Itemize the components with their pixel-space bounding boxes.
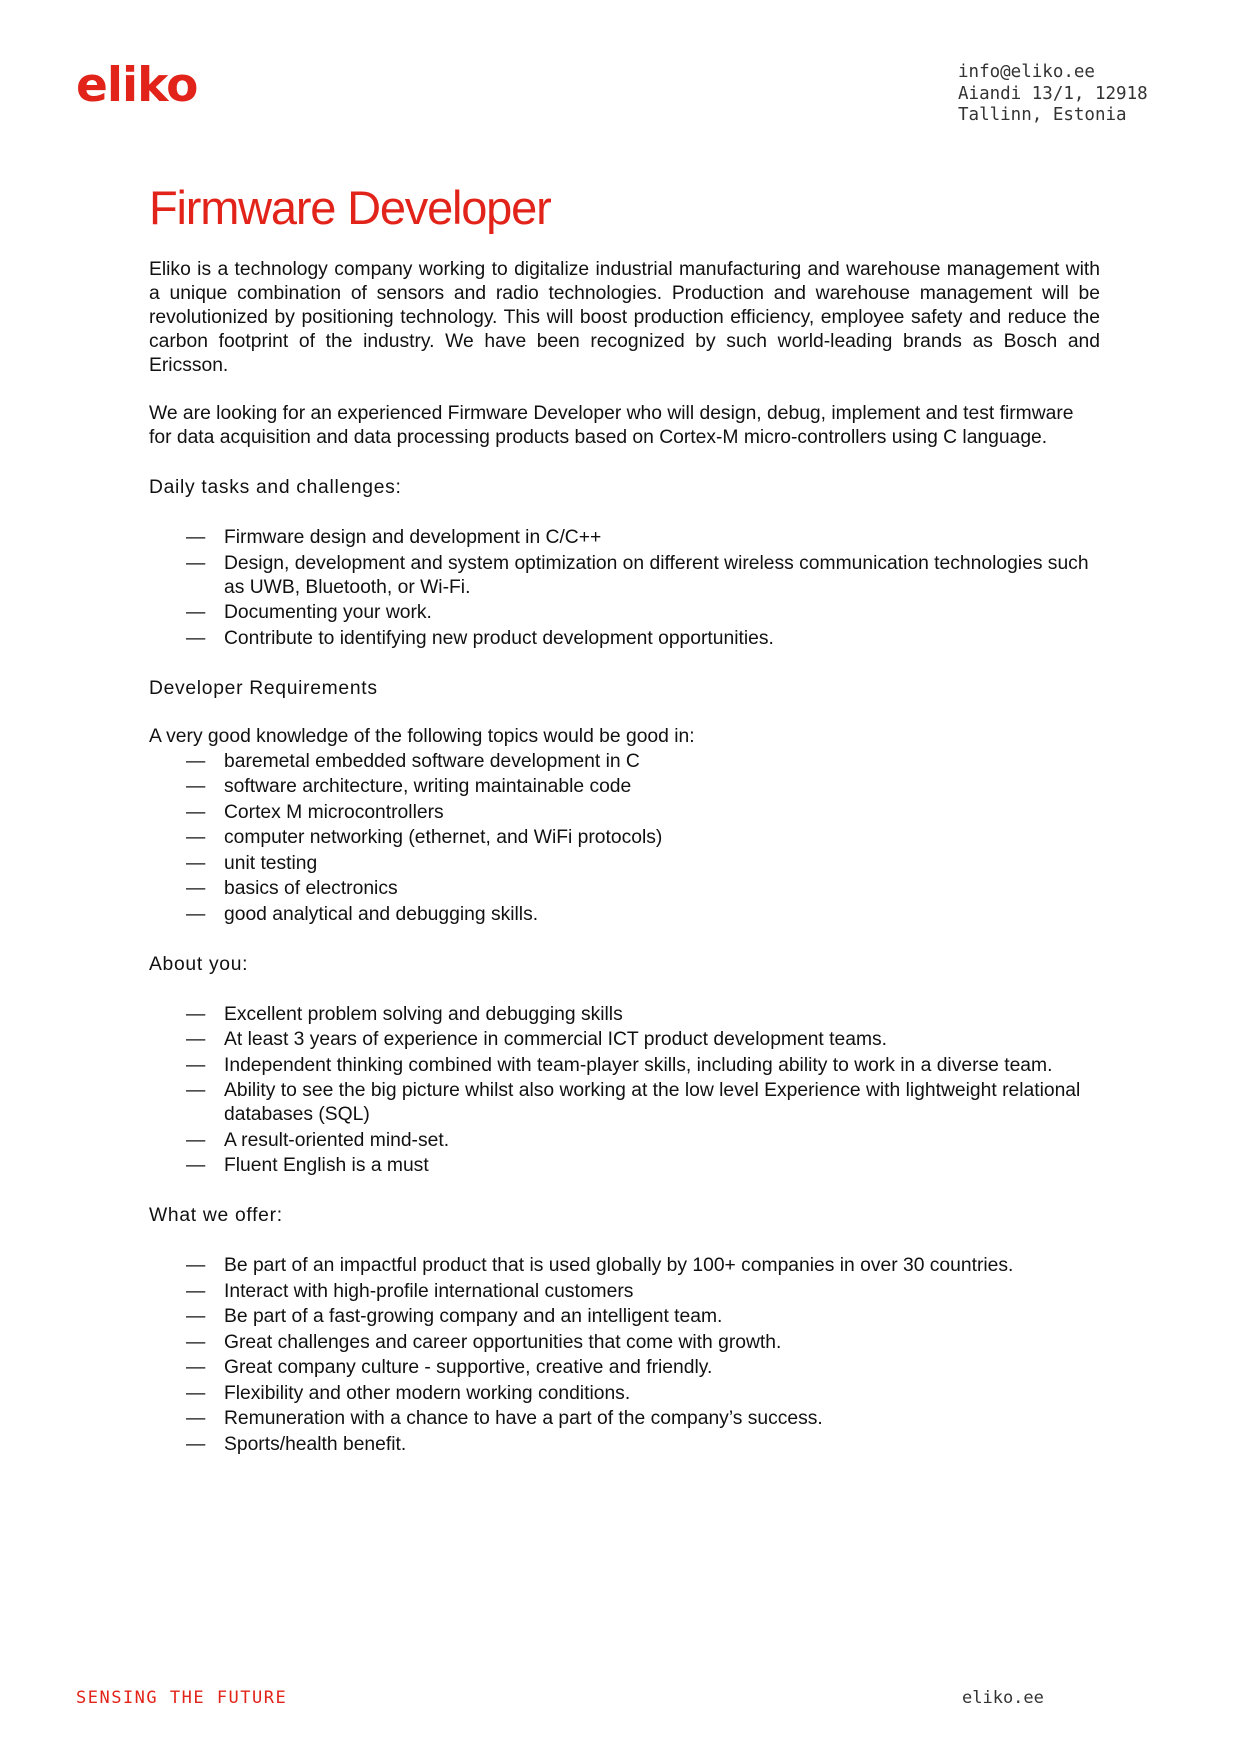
dash-bullet: —: [186, 1357, 206, 1378]
list-item-text: A result-oriented mind-set.: [224, 1129, 450, 1151]
dash-bullet: —: [186, 1408, 206, 1429]
list-item-text: At least 3 years of experience in commercial ICT product development teams.: [224, 1029, 888, 1050]
about-you-list: [149, 1003, 1100, 1179]
list-item-text: baremetal embedded software development in C: [224, 750, 640, 772]
list-item: [149, 801, 1100, 825]
list-item: [149, 1331, 1100, 1355]
dash-bullet: —: [186, 903, 206, 925]
list-item: [149, 1028, 1100, 1052]
dash-bullet: —: [186, 776, 206, 797]
dash-bullet: —: [186, 827, 206, 848]
list-item-text: Sports/health benefit.: [224, 1433, 407, 1455]
dash-bullet: —: [186, 1306, 206, 1327]
job-posting: [149, 180, 1100, 1458]
list-item: [149, 1433, 1100, 1457]
list-item: [149, 601, 1100, 625]
list-item: [149, 1129, 1100, 1153]
list-item: [149, 1280, 1100, 1304]
dash-bullet: —: [186, 1280, 206, 1302]
dash-bullet: —: [186, 1155, 206, 1176]
dash-bullet: —: [186, 1129, 206, 1151]
dash-bullet: —: [186, 750, 206, 772]
dash-bullet: —: [186, 1054, 206, 1076]
list-item-text: software architecture, writing maintainable code: [224, 776, 632, 797]
list-item-text: Flexibility and other modern working conditions.: [224, 1382, 631, 1404]
list-item-text: Interact with high-profile international customers: [224, 1280, 634, 1302]
list-item-text: Cortex M microcontrollers: [224, 801, 444, 823]
list-item: [149, 1154, 1100, 1178]
intro-paragraph: Eliko is a technology company working to digitalize industrial manufacturing and warehouse management with a unique combination of sensors and radio technologies. Production and warehouse management will be revolutionized by positioning technology. This will boost production efficiency, employee safety and reduce the carbon footprint of the industry. We have been recognized by such world-leading brands as Bosch and Ericsson.: [149, 259, 1100, 376]
dash-bullet: —: [186, 1003, 206, 1025]
list-item-text: Firmware design and development in C/C++: [224, 527, 602, 548]
list-item-text: Be part of a fast-growing company and an intelligent team.: [224, 1306, 723, 1327]
requirements-lead: A very good knowledge of the following topics would be good in:: [149, 725, 695, 747]
list-item: [149, 877, 1100, 901]
list-item: [149, 1382, 1100, 1406]
list-item: [149, 1407, 1100, 1431]
list-item-text: Great challenges and career opportunities that come with growth.: [224, 1331, 782, 1353]
dash-bullet: —: [186, 602, 206, 623]
list-item: [149, 750, 1100, 774]
dash-bullet: —: [186, 1029, 206, 1050]
requirements-heading: Developer Requirements: [149, 677, 378, 699]
dash-bullet: —: [186, 1433, 206, 1455]
list-item: [149, 1079, 1100, 1127]
contact-email: info@eliko.ee: [958, 62, 1095, 82]
list-item-text: Great company culture - supportive, creative and friendly.: [224, 1357, 713, 1378]
list-item: [149, 1356, 1100, 1380]
dash-bullet: —: [186, 1255, 206, 1276]
list-item: [149, 1054, 1100, 1078]
list-item-text: Excellent problem solving and debugging skills: [224, 1003, 623, 1025]
daily-tasks-list: [149, 526, 1100, 651]
list-item-text: Be part of an impactful product that is used globally by 100+ companies in over 30 countries.: [224, 1255, 1014, 1276]
list-item-text: Design, development and system optimization on different wireless communication technologies such as UWB, Bluetooth, or Wi-Fi.: [224, 552, 1089, 598]
dash-bullet: —: [186, 878, 206, 899]
list-item-text: Documenting your work.: [224, 602, 432, 623]
list-item: [149, 775, 1100, 799]
list-item-text: unit testing: [224, 852, 318, 874]
list-item-text: Fluent English is a must: [224, 1155, 429, 1176]
list-item: [149, 826, 1100, 850]
page-title: Firmware Developer: [149, 181, 551, 234]
dash-bullet: —: [186, 1382, 206, 1404]
list-item: [149, 1305, 1100, 1329]
list-item-text: Independent thinking combined with team-player skills, including ability to work in a diverse team.: [224, 1054, 1053, 1076]
contact-city: Tallinn, Estonia: [958, 105, 1127, 125]
about-you-heading: About you:: [149, 953, 249, 975]
list-item-text: Ability to see the big picture whilst also working at the low level Experience with lightweight relational databases (SQL): [224, 1080, 1081, 1125]
contact-block: [958, 62, 1148, 127]
dash-bullet: —: [186, 852, 206, 874]
contact-street: Aiandi 13/1, 12918: [958, 83, 1148, 104]
list-item-text: good analytical and debugging skills.: [224, 903, 539, 925]
dash-bullet: —: [186, 801, 206, 823]
list-item: [149, 903, 1100, 927]
what-we-offer-list: [149, 1254, 1100, 1457]
dash-bullet: —: [186, 527, 206, 548]
list-item-text: computer networking (ethernet, and WiFi protocols): [224, 827, 663, 848]
list-item: [149, 627, 1100, 651]
list-item-text: basics of electronics: [224, 878, 398, 899]
footer-tagline: SENSING THE FUTURE: [76, 1688, 288, 1708]
list-item-text: Contribute to identifying new product development opportunities.: [224, 627, 774, 649]
dash-bullet: —: [186, 627, 206, 649]
footer-website[interactable]: eliko.ee: [962, 1688, 1044, 1708]
list-item: [149, 526, 1100, 550]
eliko-logo: eliko: [76, 58, 198, 113]
dash-bullet: —: [186, 552, 206, 574]
dash-bullet: —: [186, 1080, 206, 1101]
dash-bullet: —: [186, 1331, 206, 1353]
what-we-offer-heading: What we offer:: [149, 1205, 283, 1226]
list-item-text: Remuneration with a chance to have a part of the company’s success.: [224, 1408, 823, 1429]
requirements-list: [149, 750, 1100, 927]
daily-tasks-heading: Daily tasks and challenges:: [149, 477, 402, 498]
looking-for-paragraph: We are looking for an experienced Firmware Developer who will design, debug, implement and test firmware for data acquisition and data processing products based on Cortex-M micro-controllers using C language.: [149, 403, 1074, 448]
list-item: [149, 1254, 1100, 1278]
list-item: [149, 552, 1100, 600]
list-item: [149, 852, 1100, 876]
list-item: [149, 1003, 1100, 1027]
